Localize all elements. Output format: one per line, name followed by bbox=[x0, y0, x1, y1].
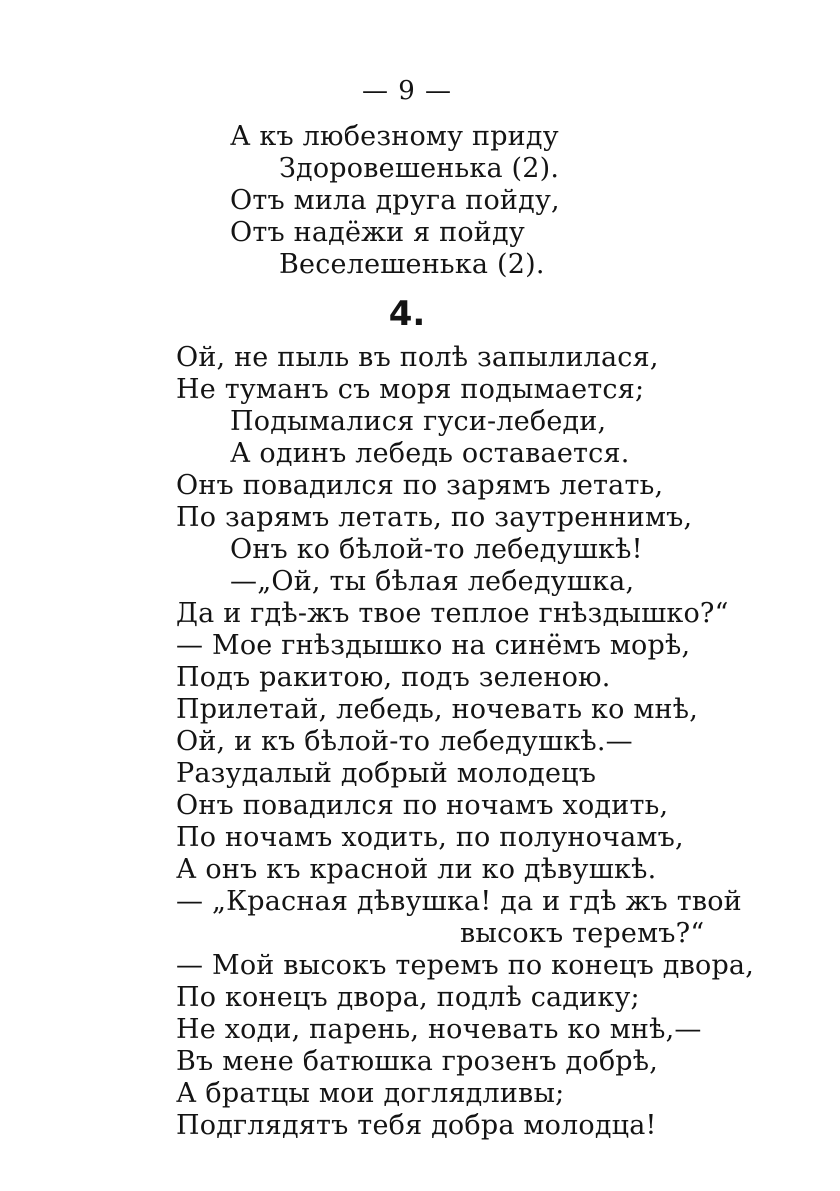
verse-line: — Мое гнѣздышко на синёмъ морѣ, bbox=[176, 630, 691, 661]
verse-line: А онъ къ красной ли ко дѣвушкѣ. bbox=[176, 854, 657, 885]
verse-line: Онъ повадился по зарямъ летать, bbox=[176, 470, 664, 501]
verse-line: Да и гдѣ-жъ твое теплое гнѣздышко?“ bbox=[176, 598, 729, 629]
verse-line: Ой, не пыль въ полѣ запылилася, bbox=[176, 342, 659, 373]
verse-line-continuation: высокъ теремъ?“ bbox=[460, 918, 705, 949]
verse-line: По ночамъ ходить, по полуночамъ, bbox=[176, 822, 684, 853]
page-number: — 9 — bbox=[361, 76, 453, 106]
verse-line: Прилетай, лебедь, ночевать ко мнѣ, bbox=[176, 694, 698, 725]
verse-line: А одинъ лебедь оставается. bbox=[230, 438, 630, 469]
verse-line: — „Красная дѣвушка! да и гдѣ жъ твой bbox=[176, 886, 742, 917]
verse-line: Подымалися гуси-лебеди, bbox=[230, 406, 607, 437]
verse-line: Онъ повадился по ночамъ ходить, bbox=[176, 790, 669, 821]
verse-line: Не ходи, парень, ночевать ко мнѣ,— bbox=[176, 1014, 702, 1045]
verse-line: — Мой высокъ теремъ по конецъ двора, bbox=[176, 950, 755, 981]
verse-line: А къ любезному приду bbox=[230, 121, 559, 152]
verse-line: По конецъ двора, подлѣ садику; bbox=[176, 982, 640, 1013]
verse-line: Подглядятъ тебя добра молодца! bbox=[176, 1110, 657, 1141]
verse-line: Ой, и къ бѣлой-то лебедушкѣ.— bbox=[176, 726, 633, 757]
verse-line: Отъ мила друга пойду, bbox=[230, 185, 560, 216]
verse-line: Подъ ракитою, подъ зеленою. bbox=[176, 662, 611, 693]
verse-line: Отъ надёжи я пойду bbox=[230, 217, 525, 248]
verse-line: Веселешенька (2). bbox=[279, 249, 545, 280]
verse-line: Разудалый добрый молодецъ bbox=[176, 758, 597, 789]
section-number: 4. bbox=[388, 294, 426, 334]
verse-line: По зарямъ летать, по заутреннимъ, bbox=[176, 502, 693, 533]
verse-line: Здоровешенька (2). bbox=[279, 153, 560, 184]
verse-line: Въ мене батюшка грозенъ добрѣ, bbox=[176, 1046, 659, 1077]
verse-line: Не туманъ съ моря подымается; bbox=[176, 374, 645, 405]
verse-line: Онъ ко бѣлой-то лебедушкѣ! bbox=[230, 534, 643, 565]
verse-line: А братцы мои доглядливы; bbox=[176, 1078, 565, 1109]
verse-line: —„Ой, ты бѣлая лебедушка, bbox=[230, 566, 635, 597]
